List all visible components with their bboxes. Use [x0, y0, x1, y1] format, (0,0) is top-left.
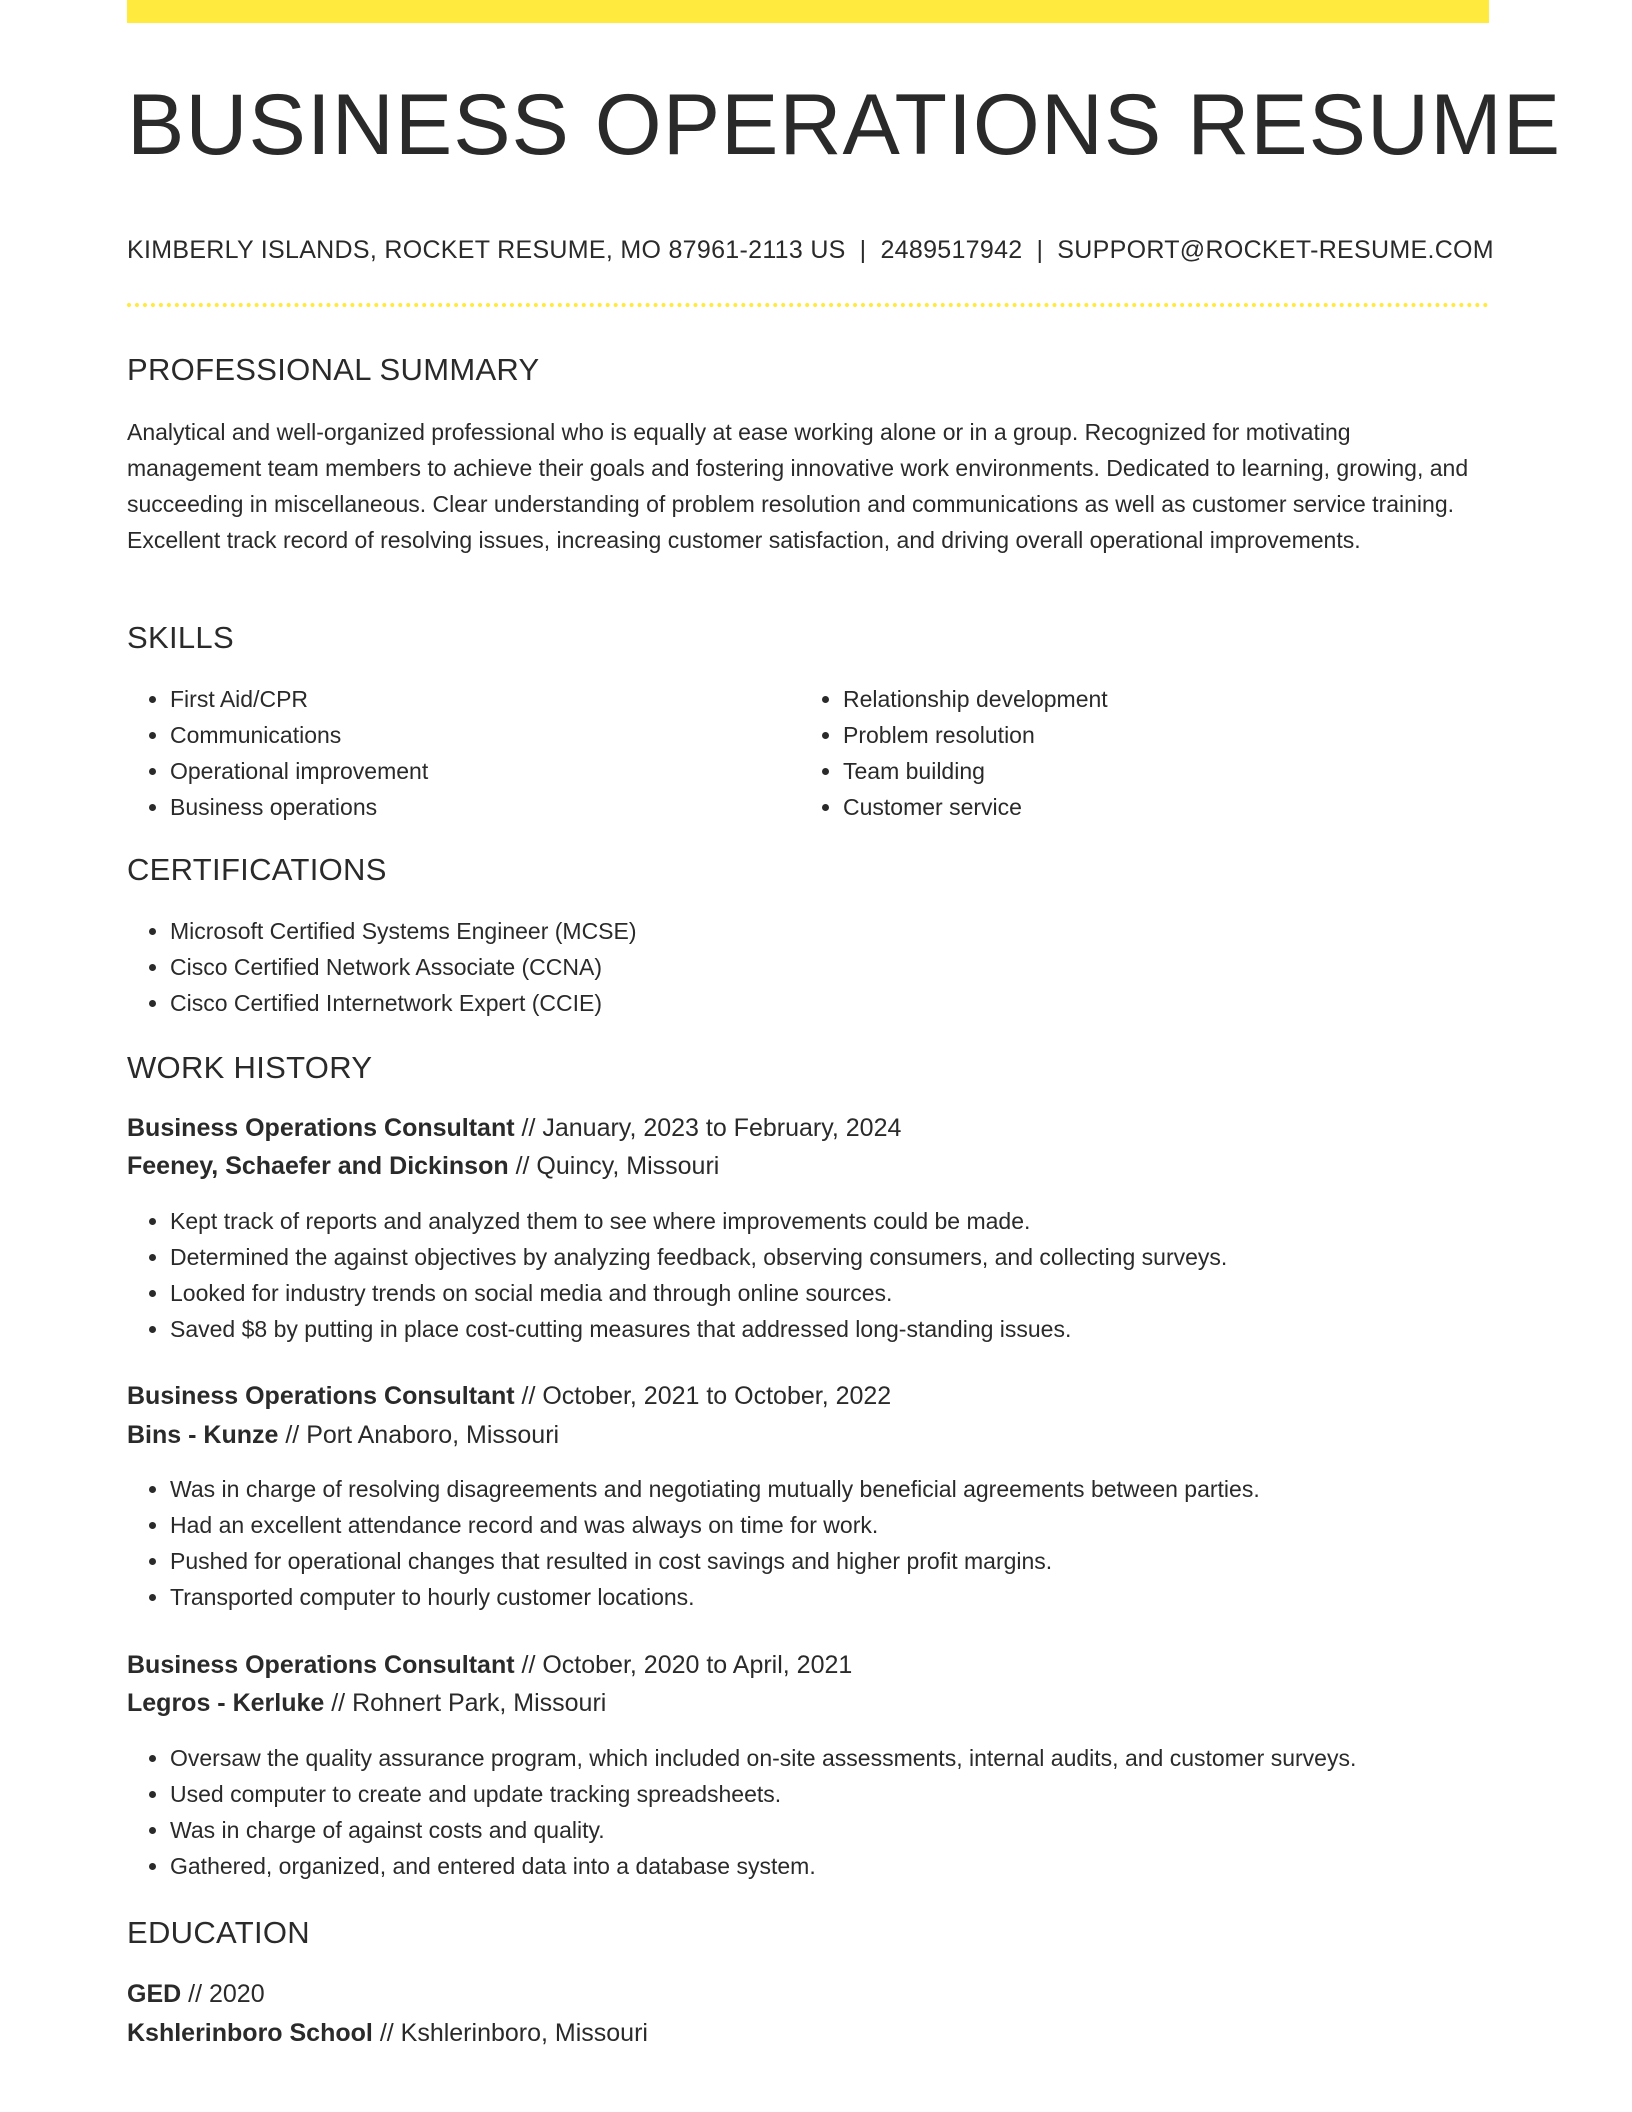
skill-item: • Communications	[170, 717, 428, 753]
certification-item: • Microsoft Certified Systems Engineer (MCSE)	[170, 913, 637, 949]
job-bullet: • Transported computer to hourly customer locations.	[170, 1579, 1260, 1615]
job-bullets	[127, 1471, 1260, 1615]
job-bullet: • Had an excellent attendance record and was always on time for work.	[170, 1507, 1260, 1543]
skill-item: • Relationship development	[843, 681, 1108, 717]
job-company: Legros - Kerluke	[127, 1689, 325, 1717]
education-year: // 2020	[188, 1980, 265, 2008]
job-company-line	[127, 1689, 606, 1718]
certifications-heading: CERTIFICATIONS	[127, 852, 387, 887]
top-accent-bar	[127, 0, 1489, 23]
skill-item: • First Aid/CPR	[170, 681, 428, 717]
job-title-line	[127, 1114, 901, 1143]
job-location: // Port Anaboro, Missouri	[285, 1421, 560, 1449]
job-title: Business Operations Consultant	[127, 1382, 515, 1410]
job-bullets	[127, 1203, 1227, 1347]
certifications-list	[127, 913, 637, 1021]
resume-title: BUSINESS OPERATIONS RESUME	[127, 77, 1562, 173]
job-bullet: • Saved $8 by putting in place cost-cutting measures that addressed long-standing issues.	[170, 1311, 1227, 1347]
job-company: Bins - Kunze	[127, 1421, 279, 1449]
job-title: Business Operations Consultant	[127, 1114, 515, 1142]
contact-email: SUPPORT@ROCKET-RESUME.COM	[1057, 236, 1494, 264]
skill-item: • Business operations	[170, 789, 428, 825]
education-degree: GED	[127, 1980, 182, 2008]
job-bullet: • Pushed for operational changes that resulted in cost savings and higher profit margins.	[170, 1543, 1260, 1579]
skills-list-left	[127, 681, 428, 825]
job-bullet: • Was in charge of against costs and quality.	[170, 1812, 1356, 1848]
job-title-line	[127, 1382, 891, 1411]
skill-item: • Customer service	[843, 789, 1108, 825]
education-degree-line	[127, 1980, 265, 2009]
job-company-line	[127, 1152, 719, 1181]
job-company: Feeney, Schaefer and Dickinson	[127, 1152, 509, 1180]
job-company-line	[127, 1421, 559, 1450]
summary-text: Analytical and well-organized professional who is equally at ease working alone or in a group. Recognized for motivating management team members to achieve their goals and fostering innovative work environments. Dedicated to learning, growing, and succeeding in miscellaneous. Clear understanding of problem resolution and communications as well as customer service training. Excellent track record of resolving issues, increasing customer satisfaction, and driving overall operational improvements.	[127, 419, 1469, 553]
contact-line	[127, 236, 1494, 265]
job-dates: // October, 2020 to April, 2021	[521, 1651, 853, 1679]
job-dates: // January, 2023 to February, 2024	[521, 1114, 902, 1142]
job-bullet: • Looked for industry trends on social media and through online sources.	[170, 1275, 1227, 1311]
certification-item: • Cisco Certified Network Associate (CCNA)	[170, 949, 637, 985]
job-dates: // October, 2021 to October, 2022	[521, 1382, 892, 1410]
dotted-divider	[127, 303, 1489, 307]
job-title-line	[127, 1651, 852, 1680]
contact-separator: |	[1036, 236, 1044, 264]
work-history-heading: WORK HISTORY	[127, 1050, 373, 1085]
education-heading: EDUCATION	[127, 1915, 310, 1950]
contact-address: KIMBERLY ISLANDS, ROCKET RESUME, MO 87961-2113 US	[127, 236, 846, 264]
contact-separator: |	[859, 236, 867, 264]
job-location: // Quincy, Missouri	[515, 1152, 720, 1180]
skills-heading: SKILLS	[127, 620, 234, 655]
skills-list-right	[800, 681, 1108, 825]
job-bullet: • Determined the against objectives by analyzing feedback, observing consumers, and collecting surveys.	[170, 1239, 1227, 1275]
job-location: // Rohnert Park, Missouri	[331, 1689, 607, 1717]
job-title: Business Operations Consultant	[127, 1651, 515, 1679]
certification-item: • Cisco Certified Internetwork Expert (CCIE)	[170, 985, 637, 1021]
summary-heading: PROFESSIONAL SUMMARY	[127, 352, 540, 387]
skill-item: • Problem resolution	[843, 717, 1108, 753]
contact-phone: 2489517942	[880, 236, 1023, 264]
education-school-line	[127, 2019, 648, 2048]
job-bullet: • Was in charge of resolving disagreements and negotiating mutually beneficial agreements between parties.	[170, 1471, 1260, 1507]
job-bullet: • Kept track of reports and analyzed them to see where improvements could be made.	[170, 1203, 1227, 1239]
education-school: Kshlerinboro School	[127, 2019, 373, 2047]
education-location: // Kshlerinboro, Missouri	[379, 2019, 648, 2047]
job-bullet: • Used computer to create and update tracking spreadsheets.	[170, 1776, 1356, 1812]
job-bullets	[127, 1740, 1356, 1884]
skill-item: • Team building	[843, 753, 1108, 789]
job-bullet: • Gathered, organized, and entered data into a database system.	[170, 1848, 1356, 1884]
job-bullet: • Oversaw the quality assurance program, which included on-site assessments, internal audits, and customer surveys.	[170, 1740, 1356, 1776]
skill-item: • Operational improvement	[170, 753, 428, 789]
